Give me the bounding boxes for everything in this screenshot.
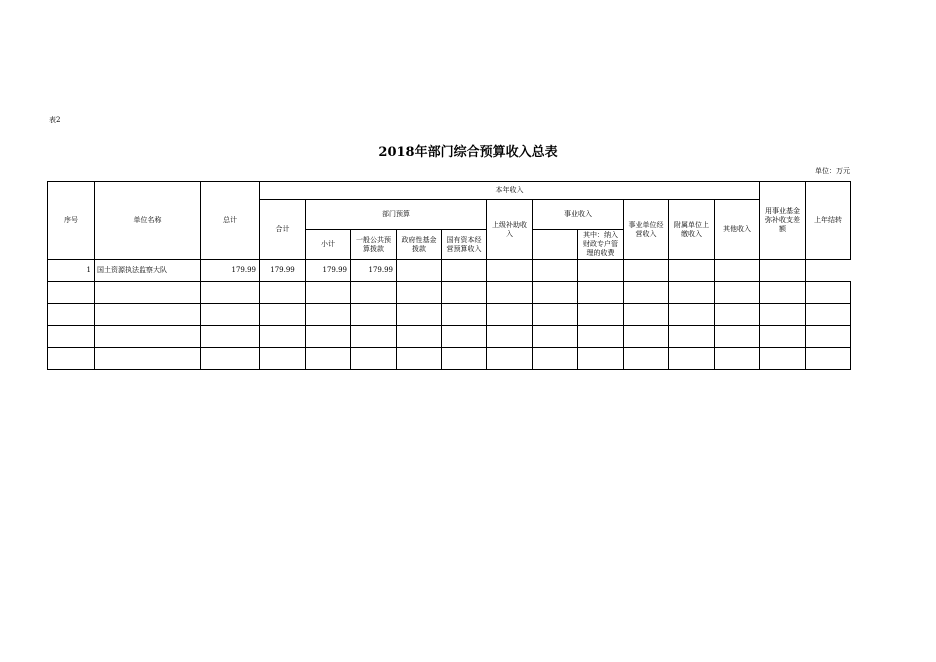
cell-empty [48, 348, 95, 370]
cell-empty [669, 282, 715, 304]
cell-empty [533, 326, 578, 348]
cell-empty [760, 282, 806, 304]
cell-empty [397, 348, 442, 370]
cell-empty [442, 304, 487, 326]
cell-empty [760, 348, 806, 370]
header-unit-name: 单位名称 [95, 182, 201, 260]
cell-empty [48, 326, 95, 348]
cell-empty [760, 326, 806, 348]
cell-empty [351, 348, 397, 370]
header-small-total: 小计 [306, 230, 351, 260]
cell-empty [806, 326, 851, 348]
cell-empty [533, 282, 578, 304]
cell-empty [715, 260, 760, 282]
cell-empty [806, 348, 851, 370]
cell-empty [669, 304, 715, 326]
cell-empty [578, 326, 624, 348]
cell-empty [487, 282, 533, 304]
header-current-income: 本年收入 [260, 182, 760, 200]
cell-empty [715, 348, 760, 370]
cell-unit-name: 国土资源执法监察大队 [95, 260, 201, 282]
cell-empty [201, 348, 260, 370]
cell-empty [442, 260, 487, 282]
cell-empty [397, 260, 442, 282]
header-subtotal-sum: 合计 [260, 200, 306, 260]
cell-empty [624, 282, 669, 304]
cell-empty [95, 326, 201, 348]
table-row [48, 260, 851, 282]
cell-small-total: 179.99 [306, 260, 351, 282]
cell-empty [806, 260, 851, 282]
cell-empty [487, 260, 533, 282]
page-title: 2018年部门综合预算收入总表 [378, 145, 558, 160]
cell-empty [260, 326, 306, 348]
cell-empty [260, 282, 306, 304]
cell-empty [95, 282, 201, 304]
cell-empty [669, 260, 715, 282]
cell-empty [260, 304, 306, 326]
cell-empty [306, 326, 351, 348]
unit-label: 单位：万元 [815, 167, 850, 175]
header-business-blank [533, 230, 578, 260]
cell-empty [578, 304, 624, 326]
cell-empty [578, 260, 624, 282]
cell-empty [397, 326, 442, 348]
header-affiliate-income: 附属单位上缴收入 [669, 200, 715, 260]
budget-income-table [47, 181, 851, 370]
cell-empty [442, 348, 487, 370]
cell-empty [442, 282, 487, 304]
cell-empty [806, 304, 851, 326]
cell-empty [487, 304, 533, 326]
header-last-year-balance: 上年结转 [806, 182, 851, 260]
cell-empty [306, 304, 351, 326]
cell-empty [669, 326, 715, 348]
cell-empty [624, 260, 669, 282]
cell-empty [533, 348, 578, 370]
cell-empty [760, 304, 806, 326]
cell-empty [715, 282, 760, 304]
table-row [48, 348, 851, 370]
cell-empty [260, 348, 306, 370]
header-general-public: 一般公共预算拨款 [351, 230, 397, 260]
header-fund-offset: 用事业基金弥补收支差额 [760, 182, 806, 260]
cell-empty [201, 326, 260, 348]
cell-empty [397, 304, 442, 326]
cell-empty [624, 326, 669, 348]
table-row [48, 282, 851, 304]
cell-empty [578, 348, 624, 370]
table-row [48, 326, 851, 348]
cell-empty [624, 304, 669, 326]
header-other-income: 其他收入 [715, 200, 760, 260]
header-business-operation: 事业单位经营收入 [624, 200, 669, 260]
cell-empty [95, 304, 201, 326]
cell-empty [201, 282, 260, 304]
header-seq: 序号 [48, 182, 95, 260]
cell-empty [487, 326, 533, 348]
cell-empty [624, 348, 669, 370]
sheet-tag: 表2 [49, 116, 61, 124]
cell-general-public: 179.99 [351, 260, 397, 282]
cell-empty [397, 282, 442, 304]
cell-empty [306, 282, 351, 304]
cell-empty [351, 304, 397, 326]
header-gov-fund: 政府性基金拨款 [397, 230, 442, 260]
cell-empty [715, 304, 760, 326]
cell-empty [487, 348, 533, 370]
table-row [48, 304, 851, 326]
cell-empty [760, 260, 806, 282]
cell-empty [48, 304, 95, 326]
cell-empty [306, 348, 351, 370]
cell-empty [578, 282, 624, 304]
cell-empty [669, 348, 715, 370]
header-dept-budget: 部门预算 [306, 200, 487, 230]
cell-empty [201, 304, 260, 326]
header-business-fiscal: 其中：纳入财政专户管理的收费 [578, 230, 624, 260]
header-superior-subsidy: 上级补助收入 [487, 200, 533, 260]
header-state-capital: 国有资本经营预算收入 [442, 230, 487, 260]
cell-subtotal-sum: 179.99 [260, 260, 306, 282]
cell-empty [533, 260, 578, 282]
cell-empty [95, 348, 201, 370]
cell-seq: 1 [48, 260, 95, 282]
cell-empty [351, 282, 397, 304]
cell-empty [442, 326, 487, 348]
cell-empty [351, 326, 397, 348]
header-business-income: 事业收入 [533, 200, 624, 230]
cell-empty [806, 282, 851, 304]
cell-empty [48, 282, 95, 304]
cell-empty [715, 326, 760, 348]
cell-total: 179.99 [201, 260, 260, 282]
cell-empty [533, 304, 578, 326]
header-total: 总计 [201, 182, 260, 260]
